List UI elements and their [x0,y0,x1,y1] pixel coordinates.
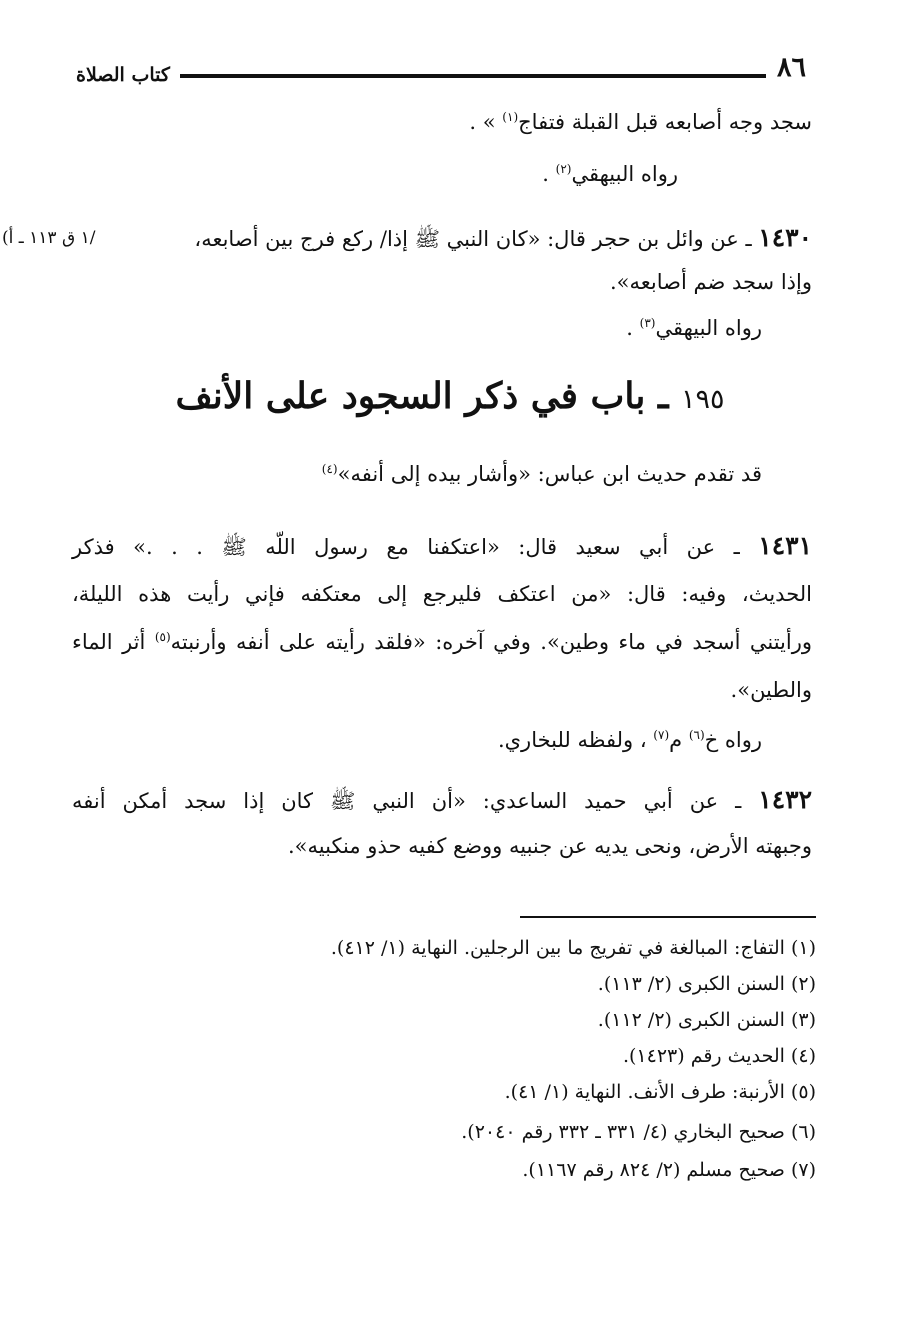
footnote-ref[interactable]: (٦) [688,728,705,742]
chapter-heading [100,368,800,428]
text-line: سجد وجه أصابعه قبل القبلة فتفاج$^{(١)}$ » . [469,110,812,134]
page-number: ٨٦ [776,52,806,83]
chapter-number: ١٩٥ [681,384,725,415]
hadith-number: ١٤٣١ [758,531,812,560]
intro-line: قد تقدم حديث ابن عباس: «وأشار بيده إلى أنفه»$^{(٤)}$ [321,462,762,486]
book-title: كتاب الصلاة [76,64,170,86]
footnote-ref[interactable]: (٧) [653,728,670,742]
footnote-ref[interactable]: (٣) [639,316,656,330]
footnote-6: (٦) صحيح البخاري (٤/ ٣٣١ ـ ٣٣٢ رقم ٢٠٤٠). [461,1121,816,1143]
hadith-1431-line-1: ١٤٣١ ـ عن أبي سعيد قال: «اعتكفنا مع رسول اللّه ﷺ . . .» فذكر [72,531,812,560]
hadith-1430-line-2: وإذا سجد ضم أصابعه». [610,270,812,294]
footnote-ref[interactable]: (٥) [154,630,171,644]
footnote-3: (٣) السنن الكبرى (٢/ ١١٢). [597,1009,816,1031]
footnote-2: (٢) السنن الكبرى (٢/ ١١٣). [597,973,816,995]
riwaya-line: رواه البيهقي$^{(٣)}$ . [626,316,762,340]
footnote-ref[interactable]: (١) [502,110,519,124]
footnote-separator [520,916,816,918]
footnote-ref[interactable]: (٤) [321,462,338,476]
footnote-7: (٧) صحيح مسلم (٢/ ٨٢٤ رقم ١١٦٧). [522,1159,816,1181]
hadith-1431-line-4: والطين». [730,678,812,702]
hadith-number: ١٤٣٠ [758,223,812,252]
page-header [72,52,814,92]
footnote-4: (٤) الحديث رقم (١٤٢٣). [622,1045,816,1067]
hadith-1430-line-1: ١٤٣٠ ـ عن وائل بن حجر قال: «كان النبي ﷺ إذا/ ركع فرج بين أصابعه، [194,223,812,252]
footnote-5: (٥) الأرنبة: طرف الأنف. النهاية (١/ ٤١). [504,1081,816,1103]
hadith-1431-line-2: الحديث، وفيه: قال: «من اعتكف فليرجع إلى معتكفه فإني رأيت هذه الليلة، [72,582,812,606]
hadith-number: ١٤٣٢ [758,785,812,814]
footnote-1: (١) التفاج: المبالغة في تفريج ما بين الرجلين. النهاية (١/ ٤١٢). [330,937,816,959]
chapter-title: ـ باب في ذكر السجود على الأنف [175,375,682,417]
hadith-1432-line-2: وجبهته الأرض، ونحى يديه عن جنبيه ووضع كفيه حذو منكبيه». [287,834,812,858]
hadith-1432-line-1: ١٤٣٢ ـ عن أبي حميد الساعدي: «أن النبي ﷺ كان إذا سجد أمكن أنفه [72,785,812,814]
riwaya-line: رواه البيهقي$^{(٢)}$ . [542,162,678,186]
hadith-1431-line-3: ورأيتني أسجد في ماء وطين». وفي آخره: «فلقد رأيته على أنفه وأرنبته$^{(٥)}$ أثر الماء [72,630,812,654]
margin-note: /١ ق ١١٣ ـ أ) [2,228,96,248]
header-rule [180,74,766,78]
riwaya-line: رواه خ$^{(٦)}$ م$^{(٧)}$ ، ولفظه للبخاري. [497,728,762,752]
footnote-ref[interactable]: (٢) [555,162,572,176]
